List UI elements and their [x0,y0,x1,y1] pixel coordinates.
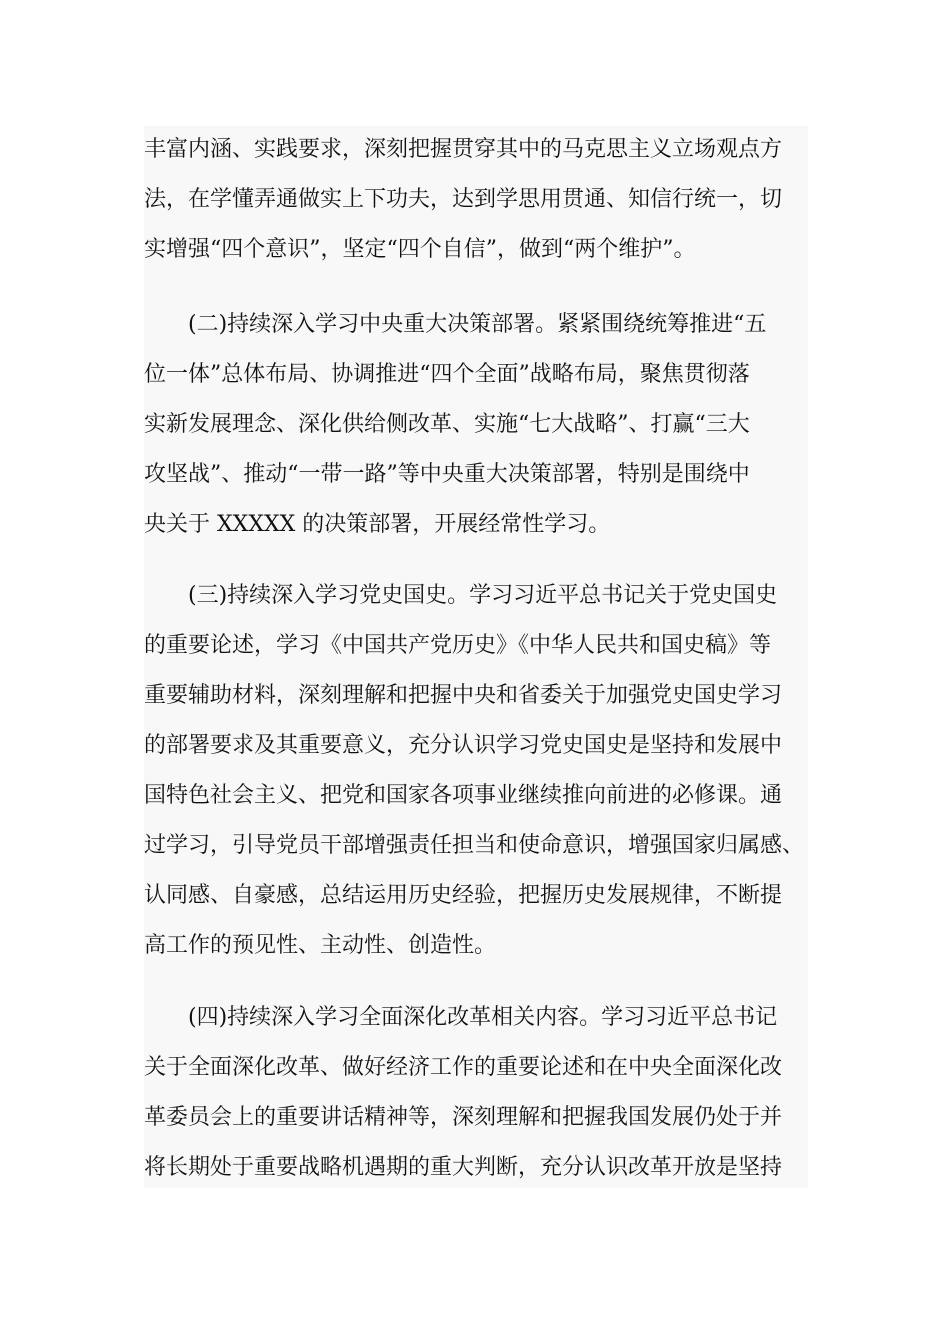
paragraph-line: 高工作的预见性、主动性、创造性。 [144,933,497,958]
section-heading-line: (二)持续深入学习中央重大决策部署。紧紧围绕统筹推进“五 [188,312,767,337]
paragraph-line: 关于全面深化改革、做好经济工作的重要论述和在中央全面深化改 [144,1055,783,1080]
paragraph-line: 攻坚战”、推动“一带一路”等中央重大决策部署，特别是围绕中 [144,462,750,487]
paragraph-line: 的重要论述，学习《中国共产党历史》《中华人民共和国史稿》等 [144,633,772,658]
paragraph-line: 央关于 XXXXX 的决策部署，开展经常性学习。 [144,512,611,537]
paragraph-line: 实增强“四个意识”，坚定“四个自信”，做到“两个维护”。 [144,237,696,262]
paragraph-line: 法，在学懂弄通做实上下功夫，达到学思用贯通、知信行统一，切 [144,187,783,212]
paragraph-line: 丰富内涵、实践要求，深刻把握贯穿其中的马克思主义立场观点方 [144,137,783,162]
paragraph-line: 革委员会上的重要讲话精神等，深刻理解和把握我国发展仍处于并 [144,1105,783,1130]
paragraph-line: 将长期处于重要战略机遇期的重大判断，充分认识改革开放是坚持 [144,1155,783,1180]
paragraph-line: 国特色社会主义、把党和国家各项事业继续推向前进的必修课。通 [144,783,783,808]
paragraph-line: 过学习，引导党员干部增强责任担当和使命意识，增强国家归属感、 [144,833,805,858]
paragraph-line: 认同感、自豪感，总结运用历史经验，把握历史发展规律，不断提 [144,883,783,908]
paragraph-line: 实新发展理念、深化供给侧改革、实施“七大战略”、打赢“三大 [144,412,750,437]
paragraph-line: 位一体”总体布局、协调推进“四个全面”战略布局，聚焦贯彻落 [144,362,750,387]
paragraph-line: 重要辅助材料，深刻理解和把握中央和省委关于加强党史国史学习 [144,683,783,708]
section-heading-line: (三)持续深入学习党史国史。学习习近平总书记关于党史国史 [188,583,778,608]
section-heading-line: (四)持续深入学习全面深化改革相关内容。学习习近平总书记 [188,1005,778,1030]
paragraph-line: 的部署要求及其重要意义，充分认识学习党史国史是坚持和发展中 [144,733,783,758]
